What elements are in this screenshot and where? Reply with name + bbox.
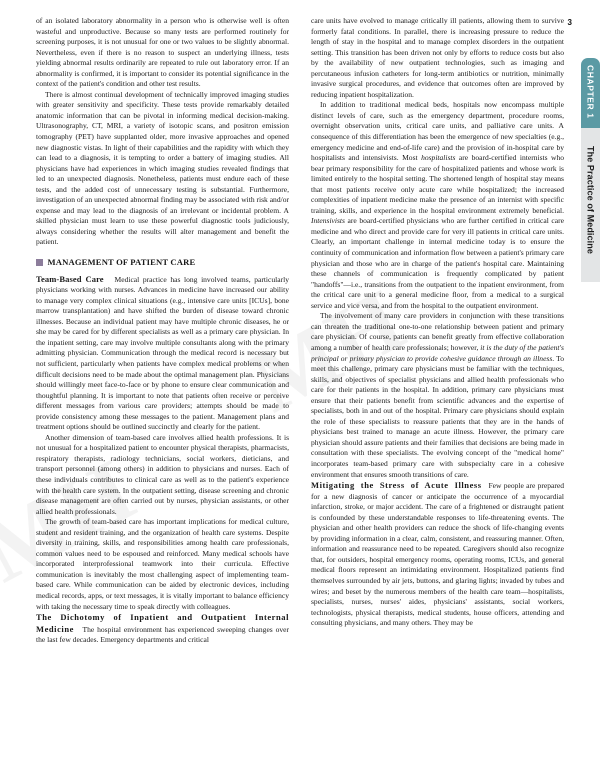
paragraph-text: In addition to traditional medical beds, hospitals now encompass multiple distinct levels of care, such as the emergency department, procedure rooms, overnight observation units, critical care units, and palliative care units. A consequence of this differentiation has been the emergence of new specialties (e.g., emergency medicine and end-of-life care) and the provision of in-hospital care by hospitalists and intensivists. Most <box>311 100 564 163</box>
section-bullet-icon <box>36 259 43 266</box>
paragraph-team-based-care <box>36 274 289 433</box>
emphasis-duty-statement: it is the duty of the patient's principal or primary physician to provide cohesive guidance through an illness <box>311 342 564 363</box>
left-column <box>36 16 289 740</box>
emphasis-hospitalists: hospitalists <box>421 153 456 163</box>
chapter-tab-title <box>581 128 600 282</box>
chapter-tab <box>581 58 600 282</box>
chapter-tab-title-label: The Practice of Medicine <box>585 145 596 254</box>
right-column <box>311 16 564 740</box>
section-heading-management-of-patient-care <box>36 257 289 268</box>
page-number: 3 <box>567 18 572 27</box>
paragraph-text: Few people are prepared for a new diagnosis of cancer or anticipate the occurrence of a myocardial infarction, stroke, or major accident. The care of a frightened or distraught patient is confounded by these understandable responses to life-threatening events. The physician and other health providers can reduce the shock of life-changing events by providing information in a clear, calm, consistent, and reassuring manner. Often, information and reassurance need to be repeated. Caregivers should also recognize that, for outsiders, hospital emergency rooms, operating rooms, ICUs, and general medical floors represent an intimidating environment. Hospitalized patients find themselves surrounded by air jets, buttons, and glaring lights; invaded by tubes and wires; and beset by the numerous members of the health care team—hospitalists, specialists, nurses, nurses' aides, physicians' assistants, social workers, technologists, physical therapists, medical students, house officers, attending and consulting physicians, and many others. They may be <box>311 481 564 628</box>
paragraph: Another dimension of team-based care involves allied health professions. It is not unusual for a hospitalized patient to encounter physical therapists, pharmacists, respiratory therapists, radiology technicians, social workers, dieticians, and transport personnel (among others) in addition to physicians and nurses. Each of these individuals contributes to clinical care as well as to the patient's experience with the health care system. In the outpatient setting, disease screening and chronic disease management are often carried out by nurses, physician assistants, or other allied health professionals. <box>36 432 289 516</box>
emphasis-intensivists: Intensivists <box>311 216 345 226</box>
paragraph-duty-of-physician <box>311 311 564 480</box>
paragraph-dichotomy <box>36 612 289 646</box>
paragraph: The growth of team-based care has important implications for medical culture, student and resident training, and the organization of health care systems. Despite diversity in training, skills, and responsibilities among health care professionals, common values need to be espoused and reinforced. Many medical schools have incorporated interprofessional teamwork into their curricula. Effective communication is inevitably the most challenging aspect of implementing team-based care. While communication can be aided by electronic devices, including medical records, apps, or text messages, it is vitally important to balance efficiency with taking the necessary time to speak directly with colleagues. <box>36 517 289 611</box>
paragraph-text: . To meet this challenge, primary care physicians must be familiar with the techniques, skills, and objectives of specialist physicians and allied health professionals who care for their patients in the hospital. In addition, primary care physicians must ensure that their patients benefit from scientific advances and the expertise of specialists, both in and out of the hospital. Primary care physicians should explain the role of these specialists to reassure patients that they are in the hands of physicians best trained to manage an acute illness. However, the primary care physician should assure patients and their families that decisions are being made in consultation with these specialists. The evolving concept of the "medical home" incorporates team-based primary care with subspecialty care in a cohesive environment that ensures smooth transitions of care. <box>311 353 564 479</box>
chapter-tab-number <box>581 58 600 128</box>
paragraph: There is almost continual development of technically improved imaging studies with greater sensitivity and specificity. These tests provide remarkably detailed anatomic information that can be pivotal in informing medical decision-making. Ultrasonography, CT, MRI, a variety of isotopic scans, and positron emission tomography (PET) have supplanted older, more invasive approaches and opened new diagnostic vistas. In light of their capabilities and the rapidity with which they can lead to a diagnosis, it is tempting to order a battery of imaging studies. All physicians have had experiences in which imaging studies revealed findings that led to an unexpected diagnosis. Nonetheless, patients must endure each of these tests, and the added cost of unnecessary testing is substantial. Furthermore, investigation of an unexpected abnormal finding may be associated with risk and/or expense and may lead to the diagnosis of an irrelevant or incidental problem. A skilled physician must learn to use these powerful diagnostic tools judiciously, always considering whether the results will alter management and benefit the patient. <box>36 89 289 247</box>
paragraph-text: are board-certified physicians who are further certified in critical care medicine and who direct and provide care for very ill patients in critical care units. Clearly, an important challenge in internal medicine today is to ensure the continuity of communication and information flow between a patient's primary care physician and those who are in charge of the patient's hospital care. Maintaining these channels of communication is frequently complicated by patient "handoffs"—i.e., transitions from the outpatient to the inpatient environment, from the critical care unit to a general medicine floor, from a medical to a surgical service and vice versa, and from the hospital to the outpatient environment. <box>311 216 564 310</box>
chapter-tab-number-label: CHAPTER 1 <box>585 65 596 119</box>
paragraph-mitigating-stress <box>311 480 564 629</box>
paragraph-hospitalists <box>311 100 564 311</box>
paragraph-text: The involvement of many care providers in conjunction with these transitions can threaten the traditional one-to-one relationship between patient and primary care physician. Of course, patients can benefit greatly from effective collaboration among a number of health care professionals; however, <box>311 311 564 352</box>
runin-heading-dichotomy: The Dichotomy of Inpatient and Outpatient Internal Medicine <box>36 612 289 634</box>
paragraph-text: The hospital environment has experienced sweeping changes over the last few decades. Emergency departments and critical <box>36 624 289 645</box>
body-columns <box>36 16 564 740</box>
paragraph-text: Medical practice has long involved teams, particularly physicians working with nurses. Advances in medicine have increased our ability to manage very complex clinical situations (e.g., intensive care units [ICUs], bone marrow transplantation) and have shifted the burden of disease toward chronic illnesses. Because an individual patient may have multiple chronic diseases, he or she may be cared for by different specialists as well as a primary care physician. In the inpatient setting, care may involve multiple consultants along with the primary admitting physician. Communication through the medical record is necessary but not sufficient, particularly when patients have complex medical problems or when difficult decisions need to be made about the optimal management plan. Physicians should willingly meet face-to-face or by phone to ensure clear communication and thoughtful planning. It is important to note that patients often receive or perceive different messages from various care providers; attempts should be made to provide consistency among these messages to the patient. Management plans and treatment options should be outlined succinctly and clearly for the patient. <box>36 274 289 432</box>
paragraph-text: are board-certified internists who bear primary responsibility for the care of hospitalized patients and whose work is limited entirely to the hospital setting. The shortened length of hospital stay means that most patients receive only acute care while hospitalized; the increased complexities of inpatient medicine make the presence of an internist with specific training, skills, and experience in the hospital environment extremely beneficial. <box>311 153 564 215</box>
runin-heading-team-based-care: Team-Based Care <box>36 273 104 284</box>
paragraph: of an isolated laboratory abnormality in a person who is otherwise well is often wasteful and unproductive. Because so many tests are performed routinely for screening purposes, it is not unusual for one or two values to be slightly abnormal. Nevertheless, even if there is no reason to suspect an underlying illness, tests yielding abnormal results ordinarily are repeated to rule out laboratory error. If an abnormality is confirmed, it is important to consider its potential significance in the context of the patient's condition and other test results. <box>36 16 289 89</box>
paragraph: care units have evolved to manage critically ill patients, allowing them to survive formerly fatal conditions. In parallel, there is increasing pressure to reduce the length of stay in the hospital and to manage complex disorders in the outpatient setting. This transition has been driven not only by efforts to reduce costs but also by the availability of new outpatient technologies, such as imaging and percutaneous infusion catheters for long-term antibiotics or nutrition, minimally invasive surgical procedures, and evidence that outcomes often are improved by reducing inpatient hospitalization. <box>311 16 564 99</box>
runin-heading-mitigating-stress: Mitigating the Stress of Acute Illness <box>311 480 482 491</box>
section-heading-label: MANAGEMENT OF PATIENT CARE <box>47 257 196 268</box>
